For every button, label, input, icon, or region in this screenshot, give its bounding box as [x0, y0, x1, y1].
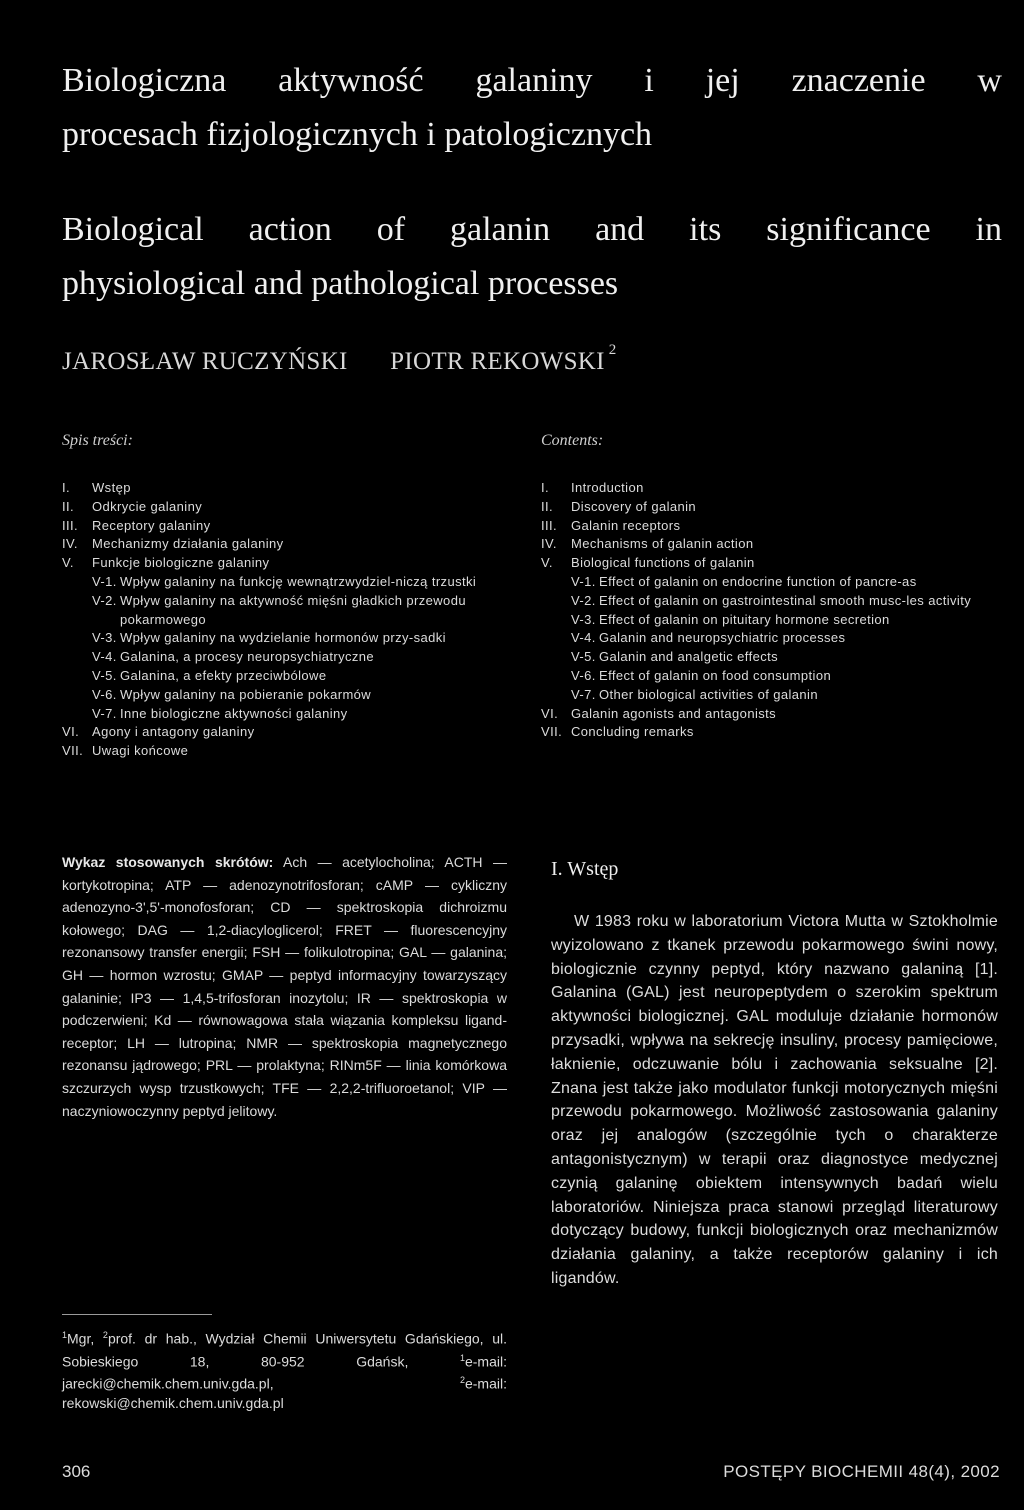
toc-english-item-number: III. — [541, 517, 558, 533]
toc-polish-item-number: I. — [62, 480, 71, 495]
toc-polish-item-text: Inne biologiczne aktywności galaniny — [120, 705, 348, 721]
toc-english-item-text: Mechanisms of galanin action — [571, 536, 754, 552]
abbreviations-text: Ach — acetylocholina; ACTH — kortykotropina; ATP — adenozynotrifosforan; cAMP — cykliczny adenozyno-3',5'-monofosforan; CD — spektroskopia dichroizmu kołowego; DAG — 1,2-diacyloglicerol; FRET — fluorescencyjny rezonansowy transfer energii; FSH — folikulotropina; GAL — galanina; GH — hormon wzrostu; GMAP — peptyd informacyjny towarzyszący galaninie; IP3 — 1,4,5-trifosforan inozytolu; IR — spektroskopia w podczerwieni; Kd — równowagowa stała wiązania kompleksu ligand-receptor; LH — lutropina; NMR — spektroskopia magnetycznego rezonansu jądrowego; PRL — prolaktyna; RINm5F — linia komórkowa szczurzych wysp trzustkowych; TFE — 2,2,2-trifluoroetanol; VIP — naczyniowoczynny peptyd jelitowy. — [62, 854, 507, 1119]
toc-english-item-text: Effect of galanin on gastrointestinal smooth musc-les activity — [599, 592, 972, 608]
title-english-line-2: physiological and pathological processes — [62, 265, 619, 302]
toc-polish-item-number: V-6. — [92, 686, 117, 702]
page-number: 306 — [62, 1462, 91, 1481]
toc-polish-item-text: Wstęp — [92, 480, 131, 495]
toc-polish-item-number: V-3. — [92, 630, 117, 646]
toc-english-item-number: VI. — [541, 705, 559, 721]
toc-english-item-text: Other biological activities of galanin — [599, 686, 818, 702]
toc-polish-item-text: Galanina, a procesy neuropsychiatryczne — [120, 649, 375, 665]
toc-polish-item-number: V. — [62, 555, 74, 571]
toc-english-item-text: Galanin receptors — [571, 517, 681, 533]
introduction-body — [551, 910, 998, 1291]
toc-english-item-number: V-4. — [571, 630, 596, 646]
footnote-rule — [62, 1314, 212, 1315]
toc-polish-item-text: Wpływ galaniny na aktywność mięśni gładkich przewodu pokarmowego — [120, 592, 466, 627]
toc-english-item — [541, 479, 1001, 498]
toc-polish-item — [62, 667, 482, 686]
toc-english-item-text: Effect of galanin on food consumption — [599, 667, 832, 683]
title-english — [62, 203, 1002, 311]
toc-english-item-number: V-5. — [571, 649, 596, 665]
toc-english-item — [541, 705, 1001, 724]
introduction-paragraph: W 1983 roku w laboratorium Victora Mutta w Sztokholmie wyizolowano z tkanek przewodu pokarmowego świni nowy, biologicznie czynny peptyd, który nazwano galaniną [1]. Galanina (GAL) jest neuropeptydem o szerokim spektrum aktywności biologicznej. GAL moduluje działanie hormonów przysadki, wpływa na sekrecję insuliny, procesy pamięciowe, łaknienie, odczuwanie bólu i zachowania seksualne [2]. Znana jest także jako modulator funkcji motorycznych mięśni przewodu pokarmowego. Możliwość zastosowania galaniny oraz jej analogów (szczególnie tych o charakterze antagonistycznym) w terapii oraz diagnostyce medycznej czynią galaninę obiektem intensywnych badań wielu laboratoriów. Niniejsza praca stanowi przegląd literaturowy dotyczący budowy, funkcji biologicznych oraz mechanizmów działania galaniny, a także receptorów galaniny i ich ligandów. — [551, 913, 998, 1287]
toc-polish-heading: Spis treści: — [62, 432, 133, 449]
toc-english-heading: Contents: — [541, 432, 604, 449]
toc-english-item-number: V. — [541, 555, 553, 571]
toc-polish-item-number: V-4. — [92, 649, 117, 665]
toc-polish-item-number: IV. — [62, 536, 78, 552]
toc-polish-item — [62, 498, 482, 517]
title-polish-line-2: procesach fizjologicznych i patologicznych — [62, 116, 653, 153]
toc-polish-item — [62, 517, 482, 536]
toc-english-item-number: V-1. — [571, 573, 596, 589]
toc-english-item-text: Biological functions of galanin — [571, 555, 755, 571]
author-1: JAROSŁAW RUCZYŃSKI — [62, 348, 348, 375]
author-affiliation-footnote — [62, 1326, 507, 1413]
toc-english-item-text: Concluding remarks — [571, 724, 694, 740]
toc-polish-item — [62, 592, 482, 630]
abbreviations-list — [62, 851, 507, 1122]
abbreviations-label: Wykaz stosowanych skrótów: — [62, 854, 274, 870]
toc-polish-item — [62, 723, 482, 742]
toc-polish-item-number: II. — [62, 498, 75, 514]
footnote-part-4: e-mail: rekowski@chemik.chem.univ.gda.pl — [62, 1375, 507, 1411]
toc-english-item-number: IV. — [541, 536, 557, 552]
toc-english-item-number: VII. — [541, 724, 563, 740]
toc-polish-item-number: V-5. — [92, 667, 117, 683]
footnote-part-3: e-mail: jarecki@chemik.chem.univ.gda.pl, — [62, 1353, 507, 1392]
footnote-sup-1: 1 — [62, 1330, 68, 1340]
toc-polish-item — [62, 705, 482, 724]
footnote-sup-3: 1 — [459, 1352, 465, 1363]
toc-english-item — [541, 554, 1001, 573]
author-2-name: PIOTR REKOWSKI — [390, 348, 605, 375]
toc-polish-item-text: Wpływ galaniny na wydzielanie hormonów przy-sadki — [120, 630, 446, 646]
toc-english-item-text: Effect of galanin on endocrine function of pancre-as — [599, 573, 917, 589]
toc-english-item-number: II. — [541, 498, 554, 514]
section-heading-introduction: I. Wstęp — [551, 858, 619, 880]
toc-english-item — [541, 592, 1001, 611]
footnote-part-1: Mgr, — [67, 1330, 103, 1347]
toc-polish-item-text: Wpływ galaniny na pobieranie pokarmów — [120, 686, 372, 702]
toc-polish-item-text: Odkrycie galaniny — [92, 498, 203, 514]
footnote-sup-2: 2 — [102, 1330, 108, 1340]
toc-polish-item — [62, 479, 482, 498]
footnote-part-2: prof. dr hab., Wydział Chemii Uniwersytetu Gdańskiego, ul. Sobieskiego 18, 80-952 Gdańsk, — [62, 1330, 507, 1370]
author-2 — [390, 342, 617, 376]
toc-polish-item — [62, 554, 482, 573]
toc-polish-item-text: Receptory galaniny — [92, 517, 211, 533]
toc-english-item-number: V-7. — [571, 686, 596, 702]
toc-english-item — [541, 535, 1001, 554]
toc-english-item — [541, 498, 1001, 517]
toc-english-item-number: V-6. — [571, 667, 596, 683]
toc-polish-item — [62, 742, 482, 761]
toc-english-item — [541, 686, 1001, 705]
toc-english-item — [541, 629, 1001, 648]
title-polish-line-1: Biologiczna aktywność galaniny i jej znaczenie w — [62, 62, 1002, 99]
author-2-superscript: 2 — [608, 342, 617, 358]
toc-polish-item — [62, 535, 482, 554]
title-polish — [62, 54, 1002, 162]
toc-polish-item-text: Uwagi końcowe — [92, 743, 189, 759]
toc-english-item-number: V-2. — [571, 592, 596, 608]
toc-polish-item-number: V-2. — [92, 592, 117, 608]
journal-citation: POSTĘPY BIOCHEMII 48(4), 2002 — [723, 1462, 1000, 1481]
toc-english-item-number: I. — [541, 480, 550, 495]
toc-polish-item-text: Mechanizmy działania galaniny — [92, 536, 284, 552]
toc-polish-item — [62, 648, 482, 667]
toc-english-item — [541, 517, 1001, 536]
toc-polish-item — [62, 629, 482, 648]
toc-english-item-text: Galanin and neuropsychiatric processes — [599, 630, 846, 646]
toc-english-item — [541, 611, 1001, 630]
toc-english-item-number: V-3. — [571, 611, 596, 627]
toc-english-item — [541, 573, 1001, 592]
toc-english-item — [541, 648, 1001, 667]
toc-polish-item-number: VI. — [62, 724, 80, 740]
toc-english — [541, 479, 1001, 742]
toc-english-item-text: Introduction — [571, 480, 644, 495]
toc-polish-item-text: Wpływ galaniny na funkcję wewnątrzwydziel-niczą trzustki — [120, 573, 477, 589]
toc-english-item — [541, 723, 1001, 742]
toc-polish-item-number: V-7. — [92, 705, 117, 721]
toc-polish-item — [62, 686, 482, 705]
toc-polish-item-number: III. — [62, 517, 79, 533]
toc-english-item — [541, 667, 1001, 686]
authors — [62, 342, 1002, 376]
toc-english-item-text: Effect of galanin on pituitary hormone secretion — [599, 611, 890, 627]
toc-polish-item-number: V-1. — [92, 573, 117, 589]
footnote-sup-4: 2 — [459, 1375, 465, 1386]
toc-polish-item — [62, 573, 482, 592]
toc-english-item-text: Galanin agonists and antagonists — [571, 705, 777, 721]
toc-polish-item-number: VII. — [62, 743, 84, 759]
toc-polish-item-text: Galanina, a efekty przeciwbólowe — [120, 667, 327, 683]
title-english-line-1: Biological action of galanin and its significance in — [62, 211, 1002, 248]
toc-english-item-text: Galanin and analgetic effects — [599, 649, 779, 665]
toc-english-item-text: Discovery of galanin — [571, 498, 697, 514]
toc-polish — [62, 479, 482, 761]
toc-polish-item-text: Funkcje biologiczne galaniny — [92, 555, 270, 571]
toc-polish-item-text: Agony i antagony galaniny — [92, 724, 255, 740]
